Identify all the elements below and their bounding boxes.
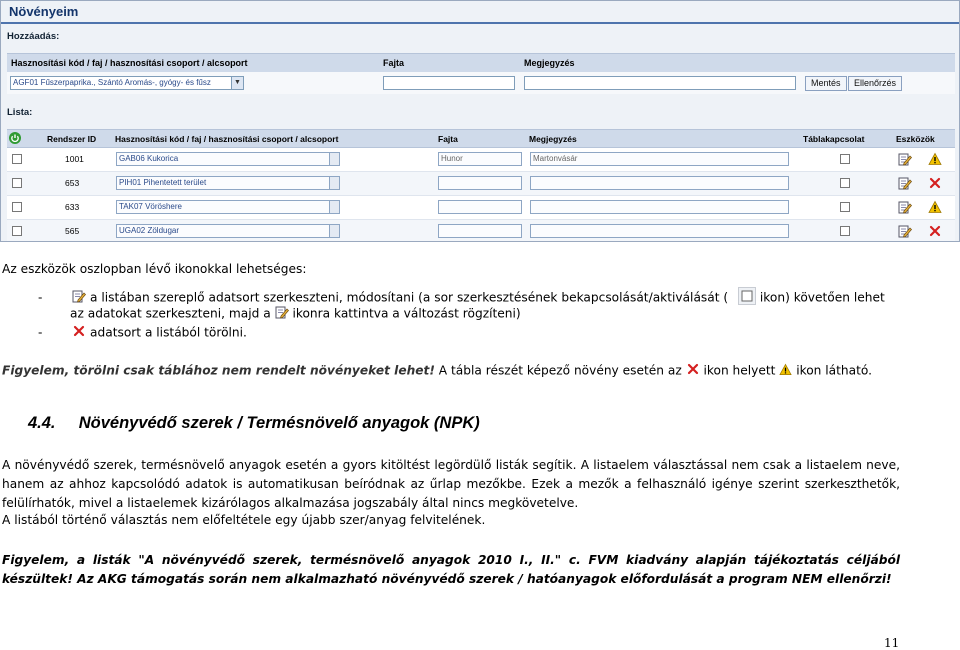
edit-icon[interactable]: [898, 200, 912, 214]
save-button[interactable]: Mentés: [805, 76, 847, 91]
row-checkbox[interactable]: [12, 202, 22, 212]
col-kod: Hasznosítási kód / faj / hasznosítási csoport / alcsoport: [115, 134, 339, 144]
edit-icon[interactable]: [898, 152, 912, 166]
bullet-edit-text-c: az adatokat szerkeszteni, majd a: [70, 306, 271, 321]
paragraph-lists: A növényvédő szerek, termésnövelő anyagok esetén a gyors kitöltést legördülő listák segítik. A listaelem választással nem csak a listaelem neve, hanem az ahhoz kapcsolódó adatok is automatikusan beíródnak az űrlap mezőkbe. Ezek a mezők a felhasználó igénye szerint szerkeszthetők, felülírhatók, mivel a listaelemek kizárólagos alkalmazása jogszabály által nincs megkövetelve.: [2, 458, 900, 510]
row-fajta-field[interactable]: [438, 224, 522, 238]
bullet-edit-text-a: a listában szereplő adatsort szerkeszteni, módosítani (a sor szerkesztésének bekapcsolását/aktiválását (: [90, 290, 729, 305]
save-edit-icon: [275, 305, 289, 323]
col-rendszer-id: Rendszer ID: [47, 134, 97, 144]
app-screenshot: [0, 0, 960, 242]
row-id: 633: [65, 202, 80, 212]
intro-text: Az eszközök oszlopban lévő ikonokkal lehetséges:: [2, 262, 307, 276]
row-kod-select[interactable]: [116, 224, 340, 238]
chevron-down-icon[interactable]: [329, 177, 339, 189]
col-eszkozok: Eszközök: [896, 134, 935, 144]
row-tablakapcsolat-checkbox[interactable]: [840, 226, 850, 236]
row-tablakapcsolat-checkbox[interactable]: [840, 178, 850, 188]
add-form-header: [7, 53, 955, 73]
row-checkbox[interactable]: [12, 178, 22, 188]
edit-icon[interactable]: [898, 176, 912, 190]
chevron-down-icon[interactable]: [329, 201, 339, 213]
page-title: Növényeim: [9, 4, 79, 19]
table-row: [7, 196, 955, 220]
row-id: 565: [65, 226, 80, 236]
list-header: [7, 129, 955, 148]
add-header-kod: Hasznosítási kód / faj / hasznosítási csoport / alcsoport: [11, 58, 248, 68]
delete-icon[interactable]: [928, 224, 942, 238]
row-id: 653: [65, 178, 80, 188]
paragraph-choice: A listából történő választás nem előfeltétele egy újabb szer/anyag felvitelének.: [2, 513, 486, 527]
bullet-dash: -: [38, 325, 43, 340]
row-kod-value: TAK07 Vöröshere: [119, 202, 182, 211]
title-divider: [1, 22, 959, 24]
col-tablakapcsolat: Táblakapcsolat: [803, 134, 865, 144]
delete-icon[interactable]: [928, 176, 942, 190]
bullet-edit-text-d: ikonra kattintva a változást rögzíteni): [292, 306, 521, 321]
check-button[interactable]: Ellenőrzés: [848, 76, 902, 91]
delete-warning-bold: Figyelem, törölni csak táblához nem rendelt növényeket lehet!: [2, 363, 435, 378]
row-activate-checkbox-icon: [738, 287, 756, 309]
row-tablakapcsolat-checkbox[interactable]: [840, 154, 850, 164]
chevron-down-icon[interactable]: [329, 225, 339, 237]
delete-warning-text-c: ikon látható.: [796, 363, 872, 378]
delete-warning: [2, 362, 872, 380]
row-megjegyzes-field[interactable]: [530, 152, 789, 166]
fajta-input[interactable]: [383, 76, 515, 90]
kod-select-value: AGF01 Fűszerpaprika., Szántó Aromás-, gyógy- és fűsz: [13, 78, 211, 87]
chevron-down-icon[interactable]: [329, 153, 339, 165]
table-row: [7, 220, 955, 242]
fvm-warning: Figyelem, a listák "A növényvédő szerek, termésnövelő anyagok 2010 I., II." c. FVM kiadvány alapján tájékoztatás céljából készültek! Az AKG támogatás során nem alkalmazható növényvédő szerek / hatóanyagok előfordulását a program NEM ellenőrzi!: [2, 553, 900, 586]
delete-warning-text-b: ikon helyett: [703, 363, 776, 378]
table-row: [7, 148, 955, 172]
add-header-megjegyzes: Megjegyzés: [524, 58, 575, 68]
row-tablakapcsolat-checkbox[interactable]: [840, 202, 850, 212]
row-id: 1001: [65, 154, 84, 164]
power-icon[interactable]: [9, 132, 21, 144]
section-heading: [28, 414, 480, 433]
row-kod-value: PIH01 Pihentetett terület: [119, 178, 207, 187]
row-megjegyzes-field[interactable]: [530, 224, 789, 238]
chevron-down-icon[interactable]: ▼: [231, 77, 243, 89]
row-fajta-field[interactable]: [438, 200, 522, 214]
warning-icon: [928, 200, 942, 214]
megjegyzes-input[interactable]: [524, 76, 796, 90]
list-section-label: Lista:: [7, 107, 33, 118]
bullet-delete-text: adatsort a listából törölni.: [90, 325, 247, 340]
edit-icon[interactable]: [898, 224, 912, 238]
bullet-edit-line2: [70, 305, 521, 323]
row-kod-select[interactable]: [116, 200, 340, 214]
section-number: 4.4.: [28, 414, 56, 432]
add-section-label: Hozzáadás:: [7, 31, 60, 42]
row-megjegyzes-field[interactable]: [530, 176, 789, 190]
row-kod-value: GAB06 Kukorica: [119, 154, 179, 163]
row-fajta-value: Hunor: [441, 154, 463, 163]
warning-icon: [928, 152, 942, 166]
row-checkbox[interactable]: [12, 226, 22, 236]
row-checkbox[interactable]: [12, 154, 22, 164]
row-fajta-field[interactable]: [438, 176, 522, 190]
row-kod-select[interactable]: [116, 176, 340, 190]
row-kod-value: UGA02 Zöldugar: [119, 226, 180, 235]
section-title: Növényvédő szerek / Termésnövelő anyagok (NPK): [78, 414, 480, 432]
delete-icon: [686, 362, 700, 380]
add-header-fajta: Fajta: [383, 58, 405, 68]
add-form-row: [7, 72, 955, 94]
delete-icon: [72, 324, 86, 342]
bullet-dash: -: [38, 290, 43, 305]
row-megjegyzes-field[interactable]: [530, 200, 789, 214]
col-fajta: Fajta: [438, 134, 458, 144]
row-megjegyzes-value: Martonvásár: [533, 154, 578, 163]
table-row: [7, 172, 955, 196]
warning-icon: [779, 363, 792, 380]
col-megjegyzes: Megjegyzés: [529, 134, 577, 144]
delete-warning-text-a: A tábla részét képező növény esetén az: [434, 363, 682, 378]
bullet-delete: [38, 324, 247, 342]
bullet-edit-text-b: ikon) követően lehet: [759, 290, 885, 305]
row-fajta-field[interactable]: [438, 152, 522, 166]
row-kod-select[interactable]: [116, 152, 340, 166]
page-number: 11: [884, 636, 900, 650]
kod-select[interactable]: [10, 76, 244, 90]
